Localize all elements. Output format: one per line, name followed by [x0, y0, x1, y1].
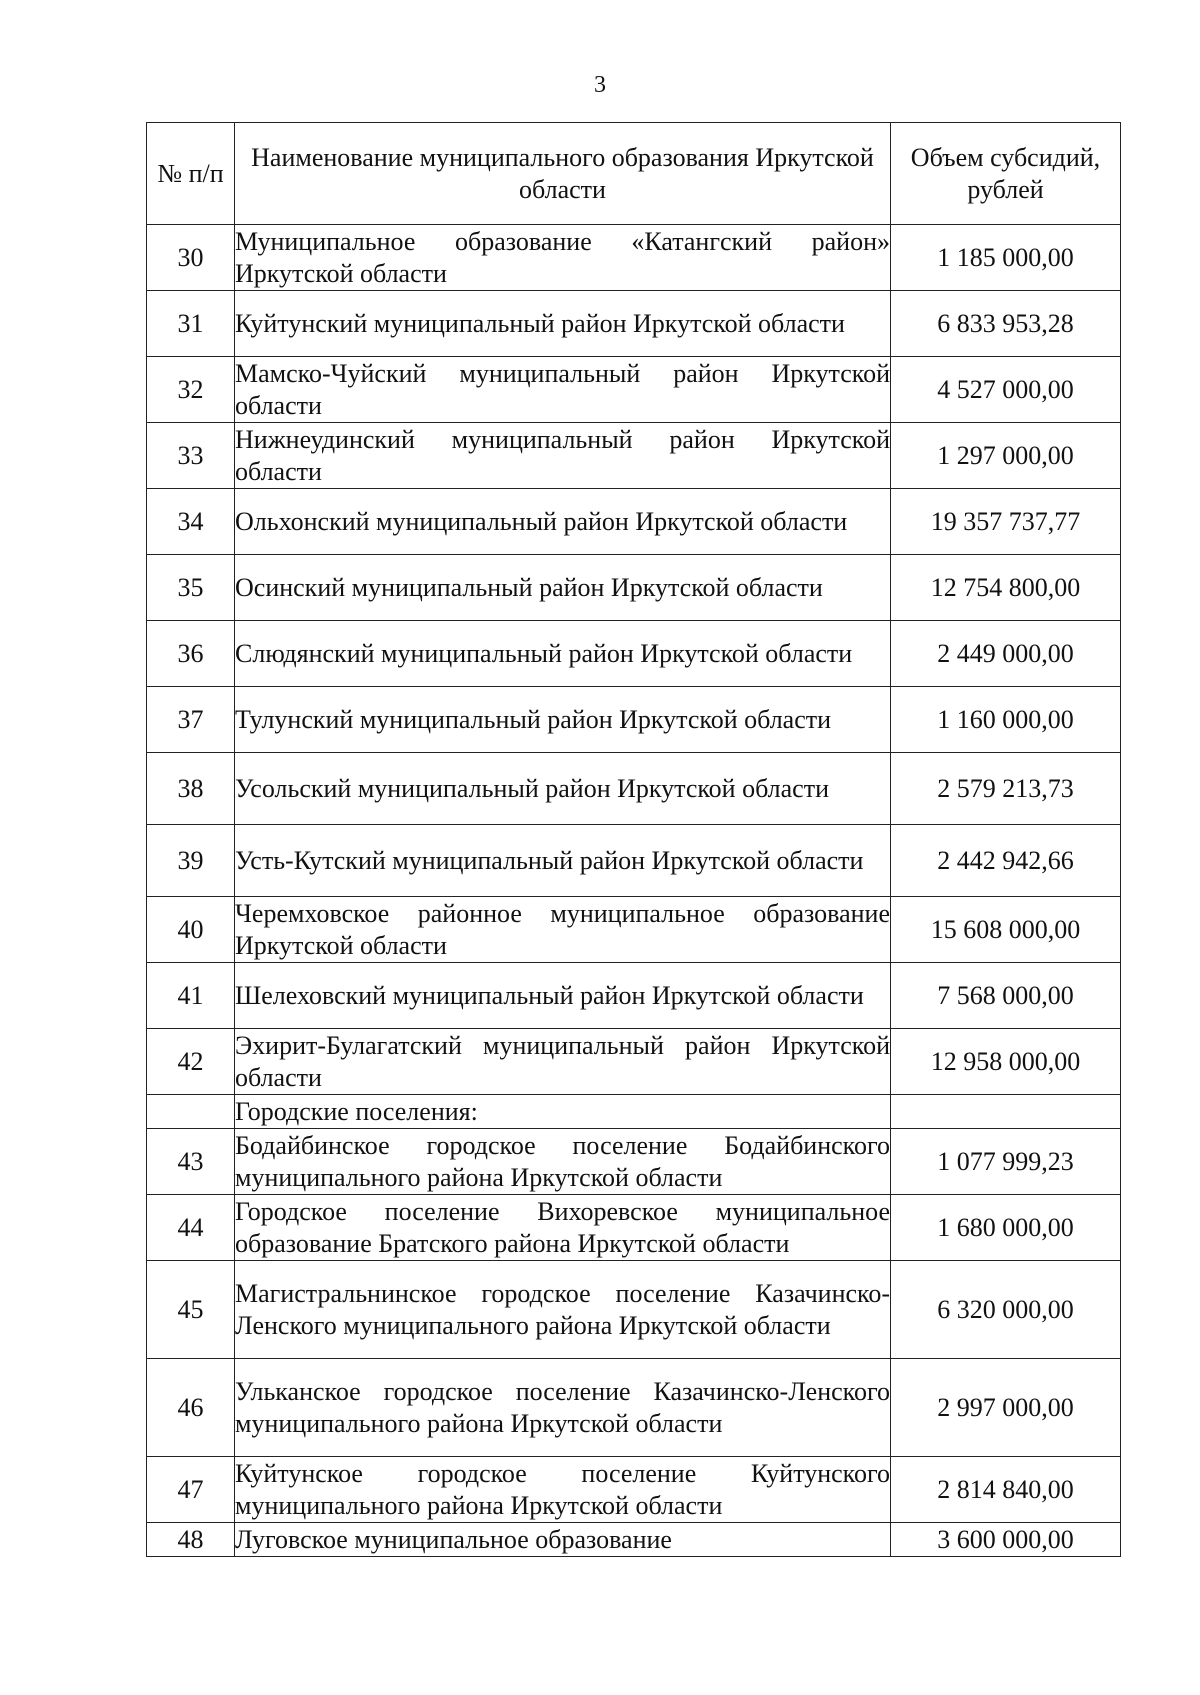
row-number: 48 [147, 1523, 235, 1557]
row-number: 41 [147, 963, 235, 1029]
row-name: Магистральнинское городское поселение Казачинско-Ленского муниципального района Иркутской области [235, 1261, 891, 1359]
row-name: Тулунский муниципальный район Иркутской области [235, 687, 891, 753]
row-amount: 1 680 000,00 [891, 1195, 1121, 1261]
row-number: 32 [147, 357, 235, 423]
row-amount: 2 449 000,00 [891, 621, 1121, 687]
row-name: Луговское муниципальное образование [235, 1523, 891, 1557]
table-row [147, 897, 1121, 963]
row-amount: 4 527 000,00 [891, 357, 1121, 423]
table-row [147, 423, 1121, 489]
table-row [147, 621, 1121, 687]
table-header-row [147, 123, 1121, 225]
row-number: 30 [147, 225, 235, 291]
row-amount: 12 754 800,00 [891, 555, 1121, 621]
row-amount: 6 833 953,28 [891, 291, 1121, 357]
row-name: Эхирит-Булагатский муниципальный район Иркутской области [235, 1029, 891, 1095]
table-row [147, 1523, 1121, 1557]
row-amount: 1 185 000,00 [891, 225, 1121, 291]
row-number [147, 1095, 235, 1129]
row-amount: 1 160 000,00 [891, 687, 1121, 753]
table-row [147, 1261, 1121, 1359]
table-row [147, 1457, 1121, 1523]
table-row [147, 1029, 1121, 1095]
row-name: Куйтунское городское поселение Куйтунского муниципального района Иркутской области [235, 1457, 891, 1523]
row-name: Куйтунский муниципальный район Иркутской области [235, 291, 891, 357]
table-row [147, 489, 1121, 555]
row-amount: 19 357 737,77 [891, 489, 1121, 555]
table-row [147, 1359, 1121, 1457]
row-amount: 2 442 942,66 [891, 825, 1121, 897]
row-name: Слюдянский муниципальный район Иркутской области [235, 621, 891, 687]
row-name: Усть-Кутский муниципальный район Иркутской области [235, 825, 891, 897]
row-amount: 2 997 000,00 [891, 1359, 1121, 1457]
table-row [147, 753, 1121, 825]
row-amount: 2 814 840,00 [891, 1457, 1121, 1523]
table-row [147, 1129, 1121, 1195]
row-number: 43 [147, 1129, 235, 1195]
row-amount: 7 568 000,00 [891, 963, 1121, 1029]
page-number: 3 [594, 72, 606, 98]
row-number: 44 [147, 1195, 235, 1261]
subsidy-table [146, 122, 1121, 1557]
table-row [147, 225, 1121, 291]
row-amount [891, 1095, 1121, 1129]
row-name: Ульканское городское поселение Казачинско-Ленского муниципального района Иркутской области [235, 1359, 891, 1457]
row-number: 42 [147, 1029, 235, 1095]
row-name: Муниципальное образование «Катангский район» Иркутской области [235, 225, 891, 291]
row-amount: 2 579 213,73 [891, 753, 1121, 825]
row-amount: 1 077 999,23 [891, 1129, 1121, 1195]
row-name: Шелеховский муниципальный район Иркутской области [235, 963, 891, 1029]
row-number: 34 [147, 489, 235, 555]
row-number: 39 [147, 825, 235, 897]
row-name: Черемховское районное муниципальное образование Иркутской области [235, 897, 891, 963]
row-name: Ольхонский муниципальный район Иркутской области [235, 489, 891, 555]
row-amount: 1 297 000,00 [891, 423, 1121, 489]
table-row [147, 291, 1121, 357]
row-number: 37 [147, 687, 235, 753]
header-amount: Объем субсидий, рублей [891, 123, 1121, 225]
row-name: Усольский муниципальный район Иркутской области [235, 753, 891, 825]
table-row [147, 963, 1121, 1029]
table-row [147, 825, 1121, 897]
row-amount: 15 608 000,00 [891, 897, 1121, 963]
table-row [147, 687, 1121, 753]
row-name: Осинский муниципальный район Иркутской области [235, 555, 891, 621]
table-row [147, 357, 1121, 423]
row-number: 38 [147, 753, 235, 825]
header-number: № п/п [147, 123, 235, 225]
header-name: Наименование муниципального образования Иркутской области [235, 123, 891, 225]
row-amount: 3 600 000,00 [891, 1523, 1121, 1557]
row-number: 47 [147, 1457, 235, 1523]
row-number: 35 [147, 555, 235, 621]
row-amount: 6 320 000,00 [891, 1261, 1121, 1359]
row-number: 31 [147, 291, 235, 357]
table-row [147, 555, 1121, 621]
row-number: 46 [147, 1359, 235, 1457]
row-name: Мамско-Чуйский муниципальный район Иркутской области [235, 357, 891, 423]
row-name: Нижнеудинский муниципальный район Иркутской области [235, 423, 891, 489]
section-title: Городские поселения: [235, 1095, 891, 1129]
row-name: Бодайбинское городское поселение Бодайбинского муниципального района Иркутской области [235, 1129, 891, 1195]
row-number: 36 [147, 621, 235, 687]
row-number: 40 [147, 897, 235, 963]
table-row [147, 1195, 1121, 1261]
section-row [147, 1095, 1121, 1129]
row-amount: 12 958 000,00 [891, 1029, 1121, 1095]
row-number: 45 [147, 1261, 235, 1359]
row-number: 33 [147, 423, 235, 489]
row-name: Городское поселение Вихоревское муниципальное образование Братского района Иркутской области [235, 1195, 891, 1261]
